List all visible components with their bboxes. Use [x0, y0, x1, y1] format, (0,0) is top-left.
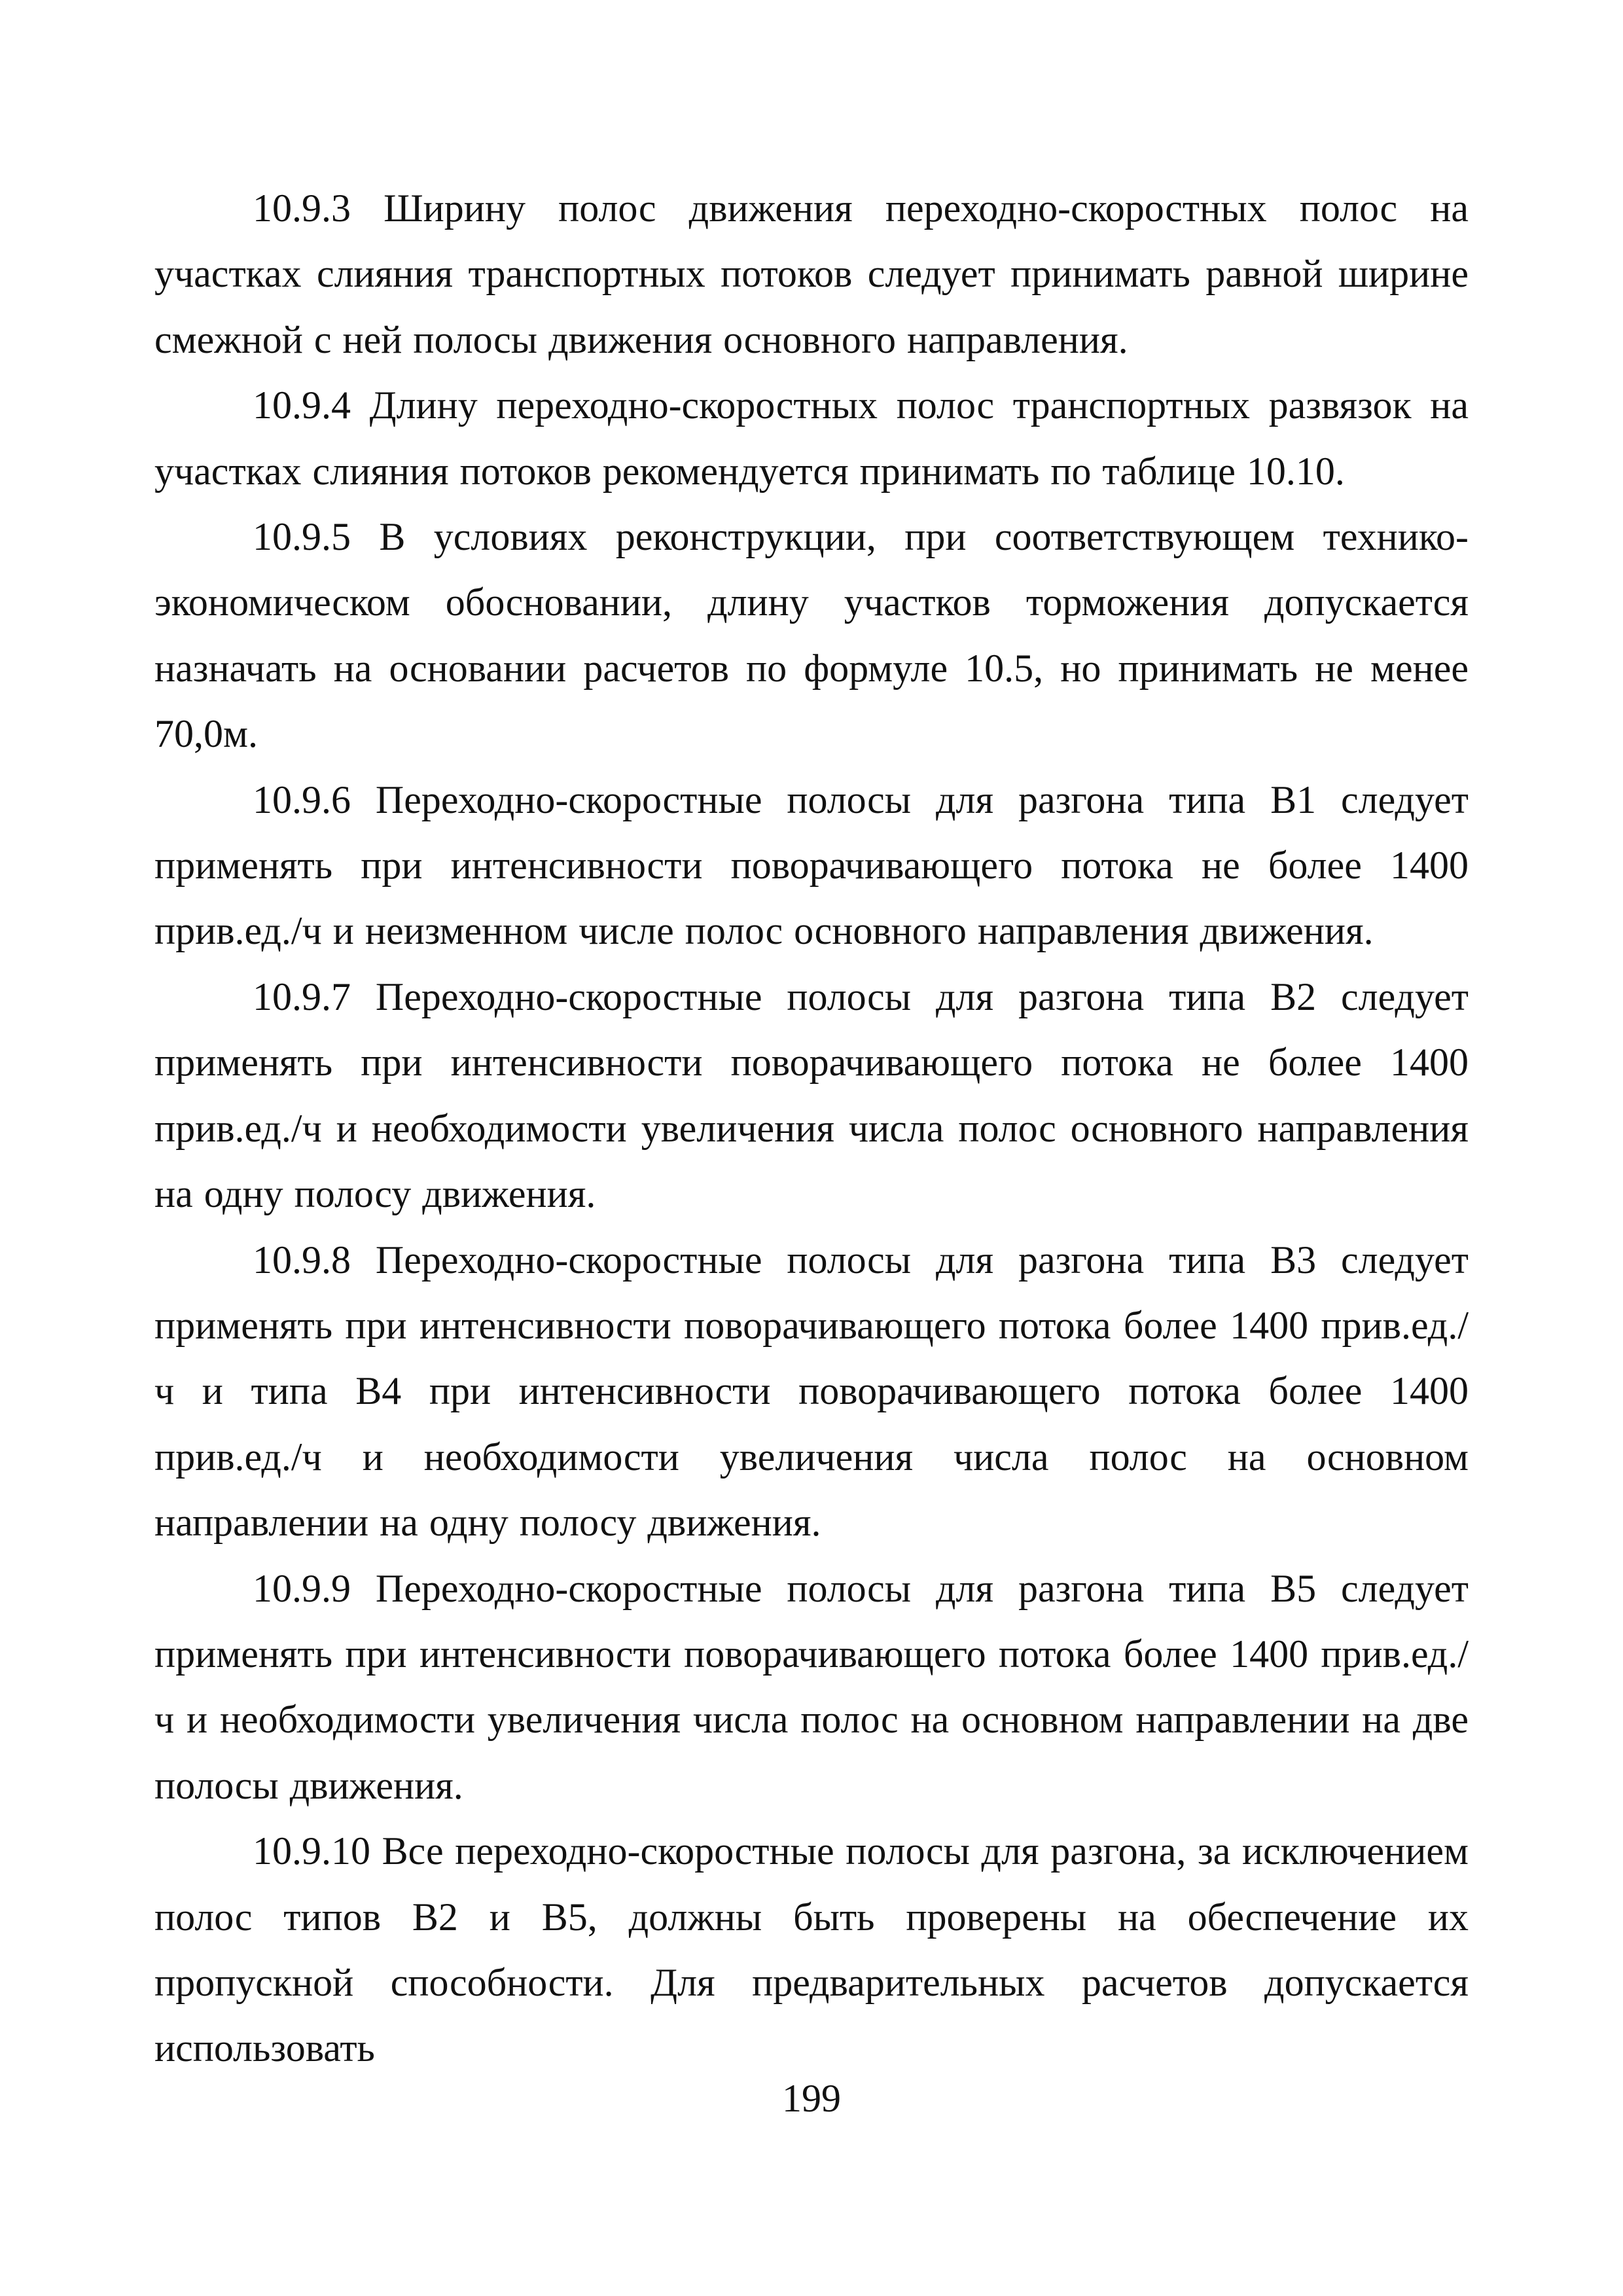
page-number: 199: [782, 2077, 841, 2120]
paragraph-10-9-9: 10.9.9 Переходно-скоростные полосы для разгона типа В5 следует применять при интенсивности поворачивающего потока более 1400 прив.ед./ч и необходимости увеличения числа полос на основном направлении на две полосы движения.: [154, 1566, 1469, 1807]
paragraph-10-9-4: 10.9.4 Длину переходно-скоростных полос транспортных развязок на участках слияния потоков рекомендуется принимать по таблице 10.10.: [154, 384, 1469, 493]
paragraph-10-9-10: 10.9.10 Все переходно-скоростные полосы для разгона, за исключением полос типов В2 и В5, должны быть проверены на обеспечение их пропускной способности. Для предварительных расчетов допускается использовать: [154, 1829, 1469, 2070]
paragraph-10-9-8: 10.9.8 Переходно-скоростные полосы для разгона типа В3 следует применять при интенсивности поворачивающего потока более 1400 прив.ед./ч и типа В4 при интенсивности поворачивающего потока более 1400 прив.ед./ч и необходимости увеличения числа полос на основном направлении на одну полосу движения.: [154, 1238, 1469, 1545]
paragraph-10-9-5: 10.9.5 В условиях реконструкции, при соответствующем технико-экономическом обосновании, длину участков торможения допускается назначать на основании расчетов по формуле 10.5, но принимать не менее 70,0м.: [154, 515, 1469, 756]
paragraph-10-9-6: 10.9.6 Переходно-скоростные полосы для разгона типа В1 следует применять при интенсивности поворачивающего потока не более 1400 прив.ед./ч и неизменном числе полос основного направления движения.: [154, 778, 1469, 953]
body-text: [154, 175, 1469, 2081]
paragraph-10-9-3: 10.9.3 Ширину полос движения переходно-скоростных полос на участках слияния транспортных потоков следует принимать равной ширине смежной с ней полосы движения основного направления.: [154, 187, 1469, 361]
paragraph-10-9-7: 10.9.7 Переходно-скоростные полосы для разгона типа В2 следует применять при интенсивности поворачивающего потока не более 1400 прив.ед./ч и необходимости увеличения числа полос основного направления на одну полосу движения.: [154, 975, 1469, 1216]
